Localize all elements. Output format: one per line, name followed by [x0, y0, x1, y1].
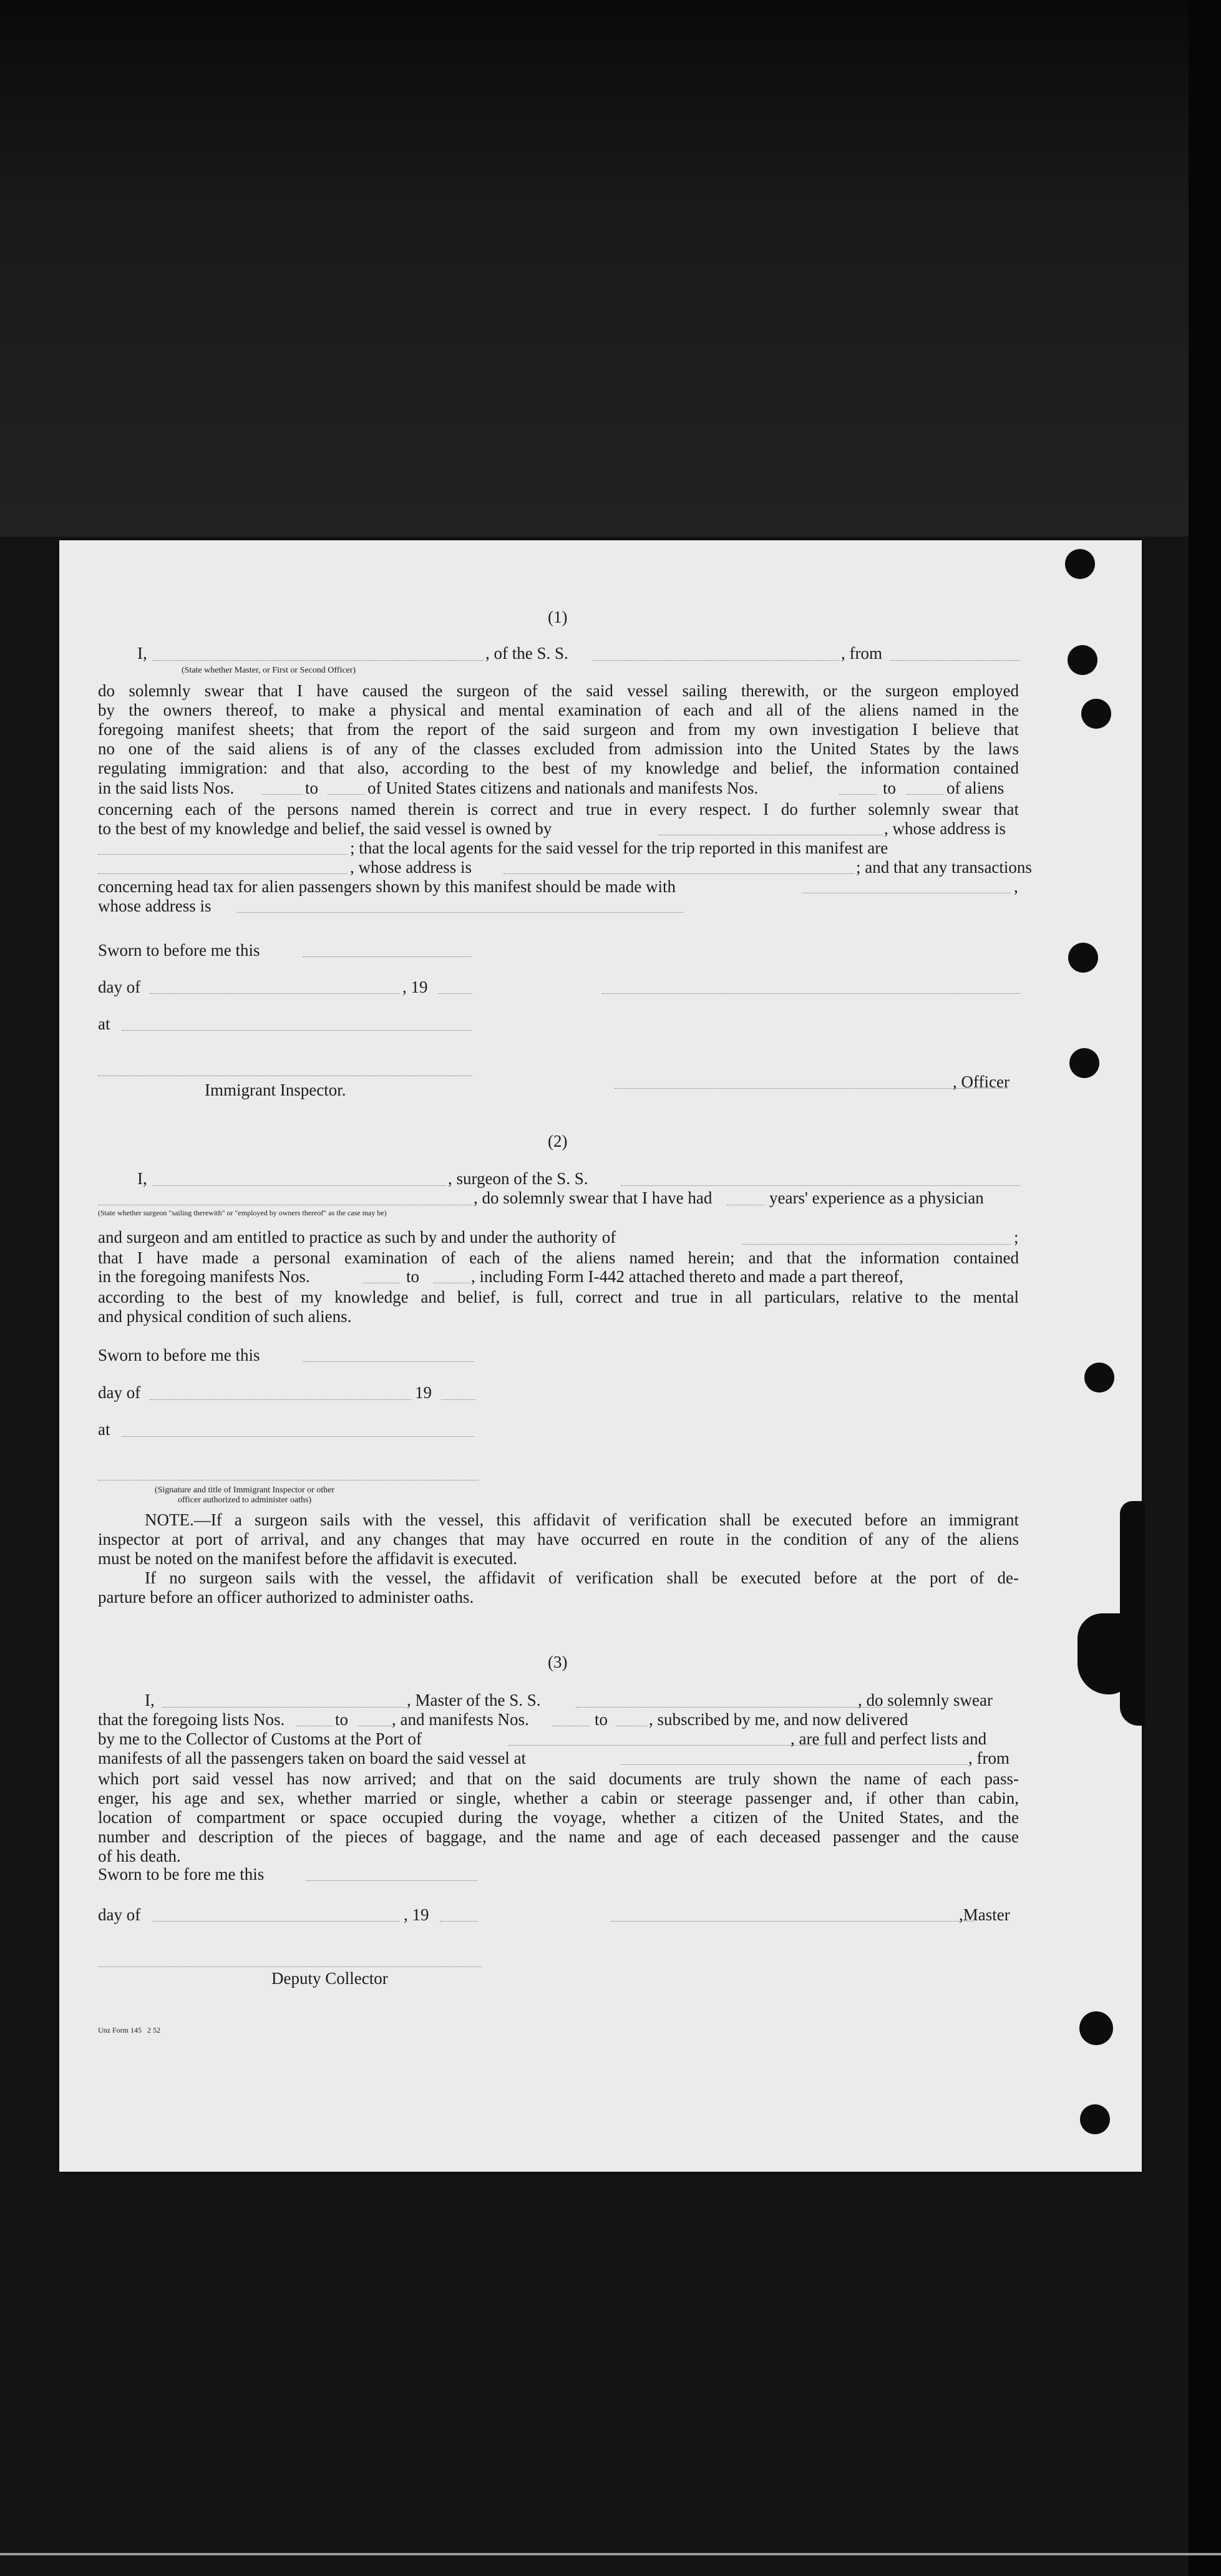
lists-label: that the foregoing lists Nos. [98, 1710, 285, 1729]
transactions-label: ; and that any transactions [856, 858, 1032, 877]
day-of-label: day of [98, 978, 141, 996]
agents-address-label: , whose address is [350, 858, 472, 877]
to-label: to [335, 1710, 349, 1729]
comma: , [1014, 877, 1018, 896]
sworn-date-field[interactable] [303, 1361, 474, 1362]
section-number: (2) [548, 1132, 568, 1150]
sworn-label: Sworn to before me this [98, 941, 260, 960]
to-label: to [595, 1710, 608, 1729]
manifests-label: , and manifests Nos. [392, 1710, 529, 1729]
lead-text: I, [137, 644, 147, 663]
aliens-label: of aliens [946, 779, 1005, 797]
scan-background [0, 0, 1221, 537]
note-line-4: If no surgeon sails with the vessel, the affidavit of verification shall be executed before at the port of de- [145, 1568, 1019, 1587]
film-rule [0, 2553, 1221, 2555]
vessel-label: , of the S. S. [485, 644, 568, 663]
semicolon: ; [1014, 1228, 1019, 1247]
month-field[interactable] [150, 1399, 412, 1400]
owner-address-field[interactable] [98, 854, 348, 855]
month-field[interactable] [153, 1921, 399, 1922]
exam-line-2: according to the best of my knowledge and belief, is full, correct and true in all particulars, relative to the mental [98, 1288, 1019, 1306]
whose-address-label: whose address is [98, 897, 212, 915]
note-line-3: must be noted on the manifest before the affidavit is executed. [98, 1549, 518, 1568]
officer-label: , Officer [953, 1072, 1009, 1091]
owner-address-label: , whose address is [884, 819, 1006, 838]
perfect-lists-label: , are full and perfect lists and [790, 1729, 987, 1748]
signature-caption: (Signature and title of Immigrant Inspector or other [154, 1485, 335, 1495]
tax-address-field[interactable] [237, 912, 683, 913]
form-number: Unz Form 145 2 52 [98, 2026, 160, 2034]
torn-edge [1077, 1613, 1134, 1694]
day-of-label: day of [98, 1383, 141, 1402]
vessel-field[interactable] [593, 660, 839, 661]
agents-field[interactable] [98, 873, 348, 874]
officer-signature-line[interactable] [602, 993, 1020, 994]
authority-field[interactable] [742, 1244, 1011, 1245]
declaration-line-3: location of compartment or space occupied during the voyage, whether a citizen of the United States, and the [98, 1808, 1019, 1827]
declaration-line-4: number and description of the pieces of baggage, and the name and age of each deceased passenger and the cause [98, 1827, 1019, 1846]
inspector-label: Immigrant Inspector. [205, 1081, 346, 1099]
lead-text: I, [137, 1169, 147, 1188]
sworn-date-field[interactable] [303, 956, 471, 957]
place-field[interactable] [122, 1436, 474, 1437]
agents-label: ; that the local agents for the said vessel for the trip reported in this manifest are [350, 838, 888, 857]
agents-address-field[interactable] [503, 873, 854, 874]
list-from-field[interactable] [262, 794, 303, 795]
declaration-line-5: of his death. [98, 1847, 181, 1865]
at-label: at [98, 1420, 110, 1439]
year-field[interactable] [438, 993, 472, 994]
authority-label: and surgeon and am entitled to practice as such by and under the authority of [98, 1228, 616, 1247]
punch-hole-icon [1079, 2011, 1113, 2045]
lists-label: in the said lists Nos. [98, 779, 235, 797]
swear-label: , do solemnly swear that I have had [474, 1188, 713, 1207]
subscribed-label: , subscribed by me, and now delivered [649, 1710, 908, 1729]
sworn-label: Sworn to be fore me this [98, 1865, 265, 1883]
signature-caption: officer authorized to administer oaths) [177, 1495, 312, 1505]
officer-caption: (State whether Master, or First or Second Officer) [182, 666, 356, 675]
swear-label: , do solemnly swear [858, 1691, 993, 1709]
master-signature-line[interactable] [611, 1921, 973, 1922]
master-name-field[interactable] [162, 1707, 406, 1708]
place-field[interactable] [122, 1030, 471, 1031]
from-field[interactable] [890, 660, 1020, 661]
oath-line-6: concerning each of the persons named therein is correct and true in every respect. I do further solemnly swear that [98, 800, 1019, 819]
year-field[interactable] [441, 1399, 475, 1400]
oath-line-1: do solemnly swear that I have caused the surgeon of the said vessel sailing therewith, or the surgeon employed [98, 681, 1019, 700]
year-field[interactable] [440, 1921, 477, 1922]
form-label: , including Form I-442 attached thereto and made a part thereof, [471, 1267, 903, 1286]
punch-hole-icon [1068, 943, 1098, 973]
surgeon-name-field[interactable] [153, 1185, 446, 1186]
note-line-5: parture before an officer authorized to administer oaths. [98, 1588, 474, 1606]
master-label: ,Master [959, 1905, 1010, 1924]
to-label: to [883, 779, 897, 797]
day-of-label: day of [98, 1905, 141, 1924]
experience-label: years' experience as a physician [769, 1188, 984, 1207]
exam-line-3: and physical condition of such aliens. [98, 1307, 352, 1326]
document-page [59, 540, 1142, 2172]
oath-line-3: foregoing manifest sheets; that from the report of the said surgeon and from my own investigation I believe that [98, 720, 1019, 739]
punch-hole-icon [1080, 2104, 1110, 2134]
oath-line-2: by the owners thereof, to make a physical and mental examination of each and all of the aliens named in the [98, 701, 1019, 719]
sworn-date-field[interactable] [306, 1880, 477, 1881]
officer-name-line[interactable] [615, 1088, 1008, 1089]
at-label: at [98, 1014, 110, 1033]
sworn-label: Sworn to before me this [98, 1346, 260, 1364]
year-label: , 19 [404, 1905, 429, 1924]
collector-title: Deputy Collector [271, 1969, 388, 1988]
oath-line-5: regulating immigration: and that also, according to the best of my knowledge and belief, the information contained [98, 759, 1019, 777]
embark-port-field[interactable] [621, 1764, 967, 1765]
name-field[interactable] [153, 660, 484, 661]
punch-hole-icon [1068, 645, 1097, 675]
oath-line-4: no one of the said aliens is of any of the classes excluded from admission into the United States by the laws [98, 739, 1019, 758]
film-edge [1189, 0, 1221, 2576]
collector-signature-line[interactable] [98, 1966, 482, 1967]
manifests-label: in the foregoing manifests Nos. [98, 1267, 310, 1286]
note-line-1: NOTE.—If a surgeon sails with the vessel, this affidavit of verification shall be executed before an immigrant [145, 1510, 1019, 1529]
declaration-line-1: which port said vessel has now arrived; and that on the said documents are truly shown the name of each pass- [98, 1769, 1019, 1788]
punch-hole-icon [1069, 1048, 1099, 1078]
year-label: 19 [415, 1383, 432, 1402]
section-number: (3) [548, 1653, 568, 1671]
manifest-from-field[interactable] [839, 794, 877, 795]
section-number: (1) [548, 608, 568, 626]
year-label: , 19 [402, 978, 428, 996]
list-to-field[interactable] [328, 794, 365, 795]
punch-hole-icon [1081, 699, 1111, 729]
owned-label: to the best of my knowledge and belief, the said vessel is owned by [98, 819, 552, 838]
note-line-2: inspector at port of arrival, and any changes that may have occurred en route in the condition of any of the aliens [98, 1530, 1019, 1548]
punch-hole-icon [1065, 549, 1095, 579]
surgeon-caption: (State whether surgeon "sailing therewith" or "employed by owners thereof" as the case may be) [98, 1208, 387, 1217]
declaration-line-2: enger, his age and sex, whether married or single, whether a cabin or steerage passenger and, if other than cabin, [98, 1789, 1019, 1807]
master-of-label: , Master of the S. S. [407, 1691, 541, 1709]
citizens-label: of United States citizens and nationals and manifests Nos. [367, 779, 759, 797]
month-field[interactable] [150, 993, 399, 994]
lead-text: I, [145, 1691, 155, 1709]
head-tax-label: concerning head tax for alien passengers shown by this manifest should be made with [98, 877, 676, 896]
exam-line-1: that I have made a personal examination of each of the aliens named herein; and that the information contained [98, 1248, 1019, 1267]
passengers-label: manifests of all the passengers taken on board the said vessel at [98, 1749, 527, 1767]
from-label: , from [968, 1749, 1009, 1767]
to-label: to [406, 1267, 420, 1286]
surgeon-vessel-field[interactable] [621, 1185, 1020, 1186]
punch-hole-icon [1084, 1363, 1114, 1392]
manifest-to-field[interactable] [907, 794, 944, 795]
to-label: to [305, 779, 319, 797]
from-label: , from [841, 644, 882, 663]
surgeon-of-label: , surgeon of the S. S. [448, 1169, 588, 1188]
collector-label: by me to the Collector of Customs at the Port of [98, 1729, 422, 1748]
